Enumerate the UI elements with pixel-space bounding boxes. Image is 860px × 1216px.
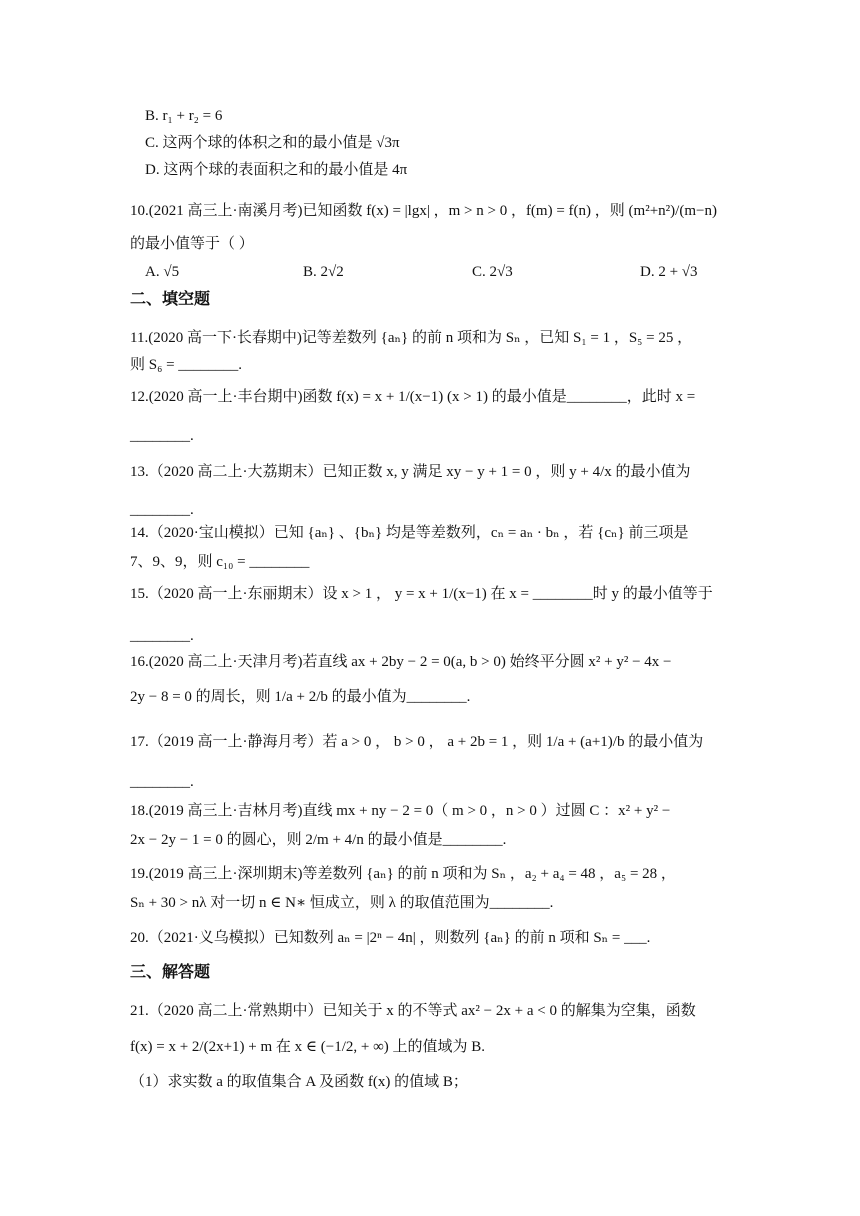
q16-line-1: 16.(2020 高二上·天津月考)若直线 ax + 2by − 2 = 0(a, b > 0) 始终平分圆 x² + y² − 4x − bbox=[130, 654, 672, 670]
q10-option-c: C. 2√3 bbox=[472, 264, 513, 280]
section-heading-solutions: 三、解答题 bbox=[130, 962, 211, 981]
q18-line-2: 2x − 2y − 1 = 0 的圆心，则 2/m + 4/n 的最小值是________. bbox=[130, 832, 507, 848]
q20-line-1: 20.（2021·义乌模拟）已知数列 aₙ = |2ⁿ − 4n| ，则数列 {aₙ} 的前 n 项和 Sₙ = ___. bbox=[130, 930, 651, 946]
q17-line-1: 17.（2019 高一上·静海月考）若 a > 0 ， b > 0 ， a + 2b = 1 ，则 1/a + (a+1)/b 的最小值为 bbox=[130, 734, 704, 750]
q11-line-2: 则 S₆ = ________. bbox=[130, 357, 243, 373]
q21-line-1: 21.（2020 高二上·常熟期中）已知关于 x 的不等式 ax² − 2x + a < 0 的解集为空集，函数 bbox=[130, 1003, 696, 1019]
q10-option-b: B. 2√2 bbox=[303, 264, 344, 280]
q15-line-1: 15.（2020 高一上·东丽期末）设 x > 1 ， y = x + 1/(x−1) 在 x = ________时 y 的最小值等于 bbox=[130, 586, 713, 602]
section-heading-fill-in: 二、填空题 bbox=[130, 289, 211, 308]
q9-option-b: B. r₁ + r₂ = 6 bbox=[145, 108, 223, 124]
q10-line-2: 的最小值等于（ ） bbox=[130, 236, 254, 252]
q11-line-1: 11.(2020 高一下·长春期中)记等差数列 {aₙ} 的前 n 项和为 Sₙ ，已知 S₁ = 1 ，S₅ = 25 ， bbox=[130, 330, 693, 346]
q14-line-1: 14.（2020·宝山模拟）已知 {aₙ} 、{bₙ} 均是等差数列，cₙ = aₙ · bₙ ，若 {cₙ} 前三项是 bbox=[130, 525, 689, 541]
q10-option-a: A. √5 bbox=[145, 264, 180, 280]
q13-line-2: ________. bbox=[130, 502, 194, 518]
q19-line-1: 19.(2019 高三上·深圳期末)等差数列 {aₙ} 的前 n 项和为 Sₙ ，a₂ + a₄ = 48 ，a₅ = 28 ， bbox=[130, 866, 676, 882]
q12-line-2: ________. bbox=[130, 428, 194, 444]
q14-line-2: 7、9、9，则 c₁₀ = ________ bbox=[130, 554, 310, 570]
q10-option-d: D. 2 + √3 bbox=[640, 264, 698, 280]
q18-line-1: 18.(2019 高三上·吉林月考)直线 mx + ny − 2 = 0（ m > 0 ，n > 0 ）过圆 C ：x² + y² − bbox=[130, 803, 671, 819]
q19-line-2: Sₙ + 30 > nλ 对一切 n ∈ N∗ 恒成立，则 λ 的取值范围为________. bbox=[130, 895, 554, 911]
q12-line-1: 12.(2020 高一上·丰台期中)函数 f(x) = x + 1/(x−1) (x > 1) 的最小值是________，此时 x = bbox=[130, 389, 696, 405]
q21-line-3: （1）求实数 a 的取值集合 A 及函数 f(x) 的值域 B； bbox=[130, 1074, 468, 1090]
q17-line-2: ________. bbox=[130, 774, 194, 790]
q9-option-c: C. 这两个球的体积之和的最小值是 √3π bbox=[145, 135, 400, 151]
q13-line-1: 13.（2020 高二上·大荔期末）已知正数 x, y 满足 xy − y + 1 = 0 ，则 y + 4/x 的最小值为 bbox=[130, 464, 691, 480]
q10-line-1: 10.(2021 高三上·南溪月考)已知函数 f(x) = |lgx| ，m > n > 0 ，f(m) = f(n) ，则 (m²+n²)/(m−n) bbox=[130, 203, 717, 219]
q16-line-2: 2y − 8 = 0 的周长，则 1/a + 2/b 的最小值为________. bbox=[130, 689, 471, 705]
q15-line-2: ________. bbox=[130, 628, 194, 644]
q21-line-2: f(x) = x + 2/(2x+1) + m 在 x ∈ (−1/2, + ∞) 上的值域为 B. bbox=[130, 1039, 486, 1055]
q9-option-d: D. 这两个球的表面积之和的最小值是 4π bbox=[145, 162, 408, 178]
